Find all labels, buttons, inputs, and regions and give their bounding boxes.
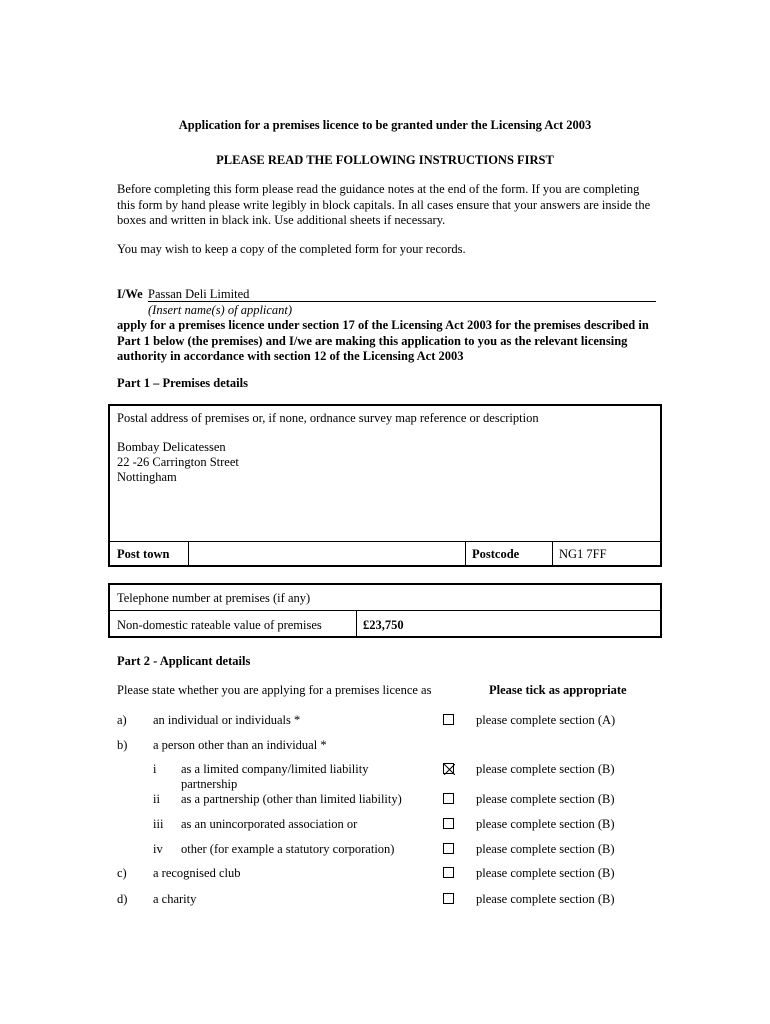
option-d-label: a charity bbox=[153, 892, 197, 906]
option-c-marker: c) bbox=[117, 866, 127, 880]
option-d-marker: d) bbox=[117, 892, 128, 906]
option-b-iv-checkbox[interactable] bbox=[443, 843, 454, 854]
address-line-1[interactable]: Bombay Delicatessen bbox=[117, 440, 226, 454]
option-b-label: a person other than an individual * bbox=[153, 738, 327, 752]
option-b-i-section: please complete section (B) bbox=[476, 762, 615, 776]
telephone-label: Telephone number at premises (if any) bbox=[117, 591, 311, 605]
option-a-marker: a) bbox=[117, 713, 127, 727]
option-a-section: please complete section (A) bbox=[476, 713, 616, 727]
option-d-section: please complete section (B) bbox=[476, 892, 615, 906]
postcode-value-divider bbox=[552, 541, 553, 567]
instructions-heading: PLEASE READ THE FOLLOWING INSTRUCTIONS FIRST bbox=[216, 153, 554, 167]
option-b-marker: b) bbox=[117, 738, 128, 752]
option-b-iii-section: please complete section (B) bbox=[476, 817, 615, 831]
option-a-label: an individual or individuals * bbox=[153, 713, 301, 727]
applicant-hint: (Insert name(s) of applicant) bbox=[148, 303, 293, 317]
part2-question: Please state whether you are applying for a premises licence as bbox=[117, 683, 432, 697]
option-b-ii-section: please complete section (B) bbox=[476, 792, 615, 806]
postcode-field[interactable]: NG1 7FF bbox=[559, 547, 607, 561]
premises-address-box bbox=[108, 404, 662, 567]
address-line-2[interactable]: 22 -26 Carrington Street bbox=[117, 455, 239, 469]
option-b-i-checkbox[interactable] bbox=[443, 763, 454, 774]
applicant-prefix: I/We bbox=[117, 287, 143, 301]
applicant-name-underline bbox=[148, 301, 656, 302]
option-a-checkbox[interactable] bbox=[443, 714, 454, 725]
postcode-label: Postcode bbox=[472, 547, 520, 561]
option-b-ii-marker: ii bbox=[153, 792, 160, 806]
option-b-iv-section: please complete section (B) bbox=[476, 842, 615, 856]
tick-heading: Please tick as appropriate bbox=[489, 683, 627, 697]
applicant-name-field[interactable]: Passan Deli Limited bbox=[148, 287, 250, 301]
address-label: Postal address of premises or, if none, ordnance survey map reference or description bbox=[117, 411, 539, 425]
option-b-iv-label: other (for example a statutory corporation) bbox=[181, 842, 395, 856]
checked-mark-icon bbox=[444, 764, 455, 775]
option-b-iii-marker: iii bbox=[153, 817, 164, 831]
option-d-checkbox[interactable] bbox=[443, 893, 454, 904]
rateable-divider bbox=[356, 610, 357, 638]
intro-paragraph: Before completing this form please read the guidance notes at the end of the form. If you are completing this form by hand please write legibly in block capitals. In all cases ensure that your answers are inside the boxes and written in black ink. Use additional sheets if necessary. bbox=[117, 182, 651, 227]
rateable-label: Non-domestic rateable value of premises bbox=[117, 618, 322, 632]
option-b-ii-label: as a partnership (other than limited liability) bbox=[181, 792, 402, 806]
part2-heading: Part 2 - Applicant details bbox=[117, 654, 251, 668]
option-b-ii-checkbox[interactable] bbox=[443, 793, 454, 804]
table-row-divider bbox=[108, 610, 662, 611]
option-c-checkbox[interactable] bbox=[443, 867, 454, 878]
option-c-section: please complete section (B) bbox=[476, 866, 615, 880]
option-b-iii-checkbox[interactable] bbox=[443, 818, 454, 829]
part1-heading: Part 1 – Premises details bbox=[117, 376, 248, 390]
applicant-statement: apply for a premises licence under section 17 of the Licensing Act 2003 for the premises described in Part 1 below (the premises) and I/we are making this application to you as the relevant licensing authority in accordance with section 12 of the Licensing Act 2003 bbox=[117, 318, 649, 363]
option-c-label: a recognised club bbox=[153, 866, 241, 880]
option-b-iv-marker: iv bbox=[153, 842, 163, 856]
rateable-value-field[interactable]: £23,750 bbox=[363, 618, 404, 632]
post-town-label: Post town bbox=[117, 547, 170, 561]
address-line-3[interactable]: Nottingham bbox=[117, 470, 177, 484]
post-town-divider bbox=[188, 541, 189, 567]
option-b-iii-label: as an unincorporated association or bbox=[181, 817, 358, 831]
form-title: Application for a premises licence to be granted under the Licensing Act 2003 bbox=[178, 118, 592, 132]
address-divider bbox=[108, 541, 662, 542]
postcode-divider bbox=[465, 541, 466, 567]
option-b-i-label: as a limited company/limited liability partnership bbox=[181, 762, 369, 791]
option-b-i-marker: i bbox=[153, 762, 157, 776]
copy-note: You may wish to keep a copy of the completed form for your records. bbox=[117, 242, 466, 256]
